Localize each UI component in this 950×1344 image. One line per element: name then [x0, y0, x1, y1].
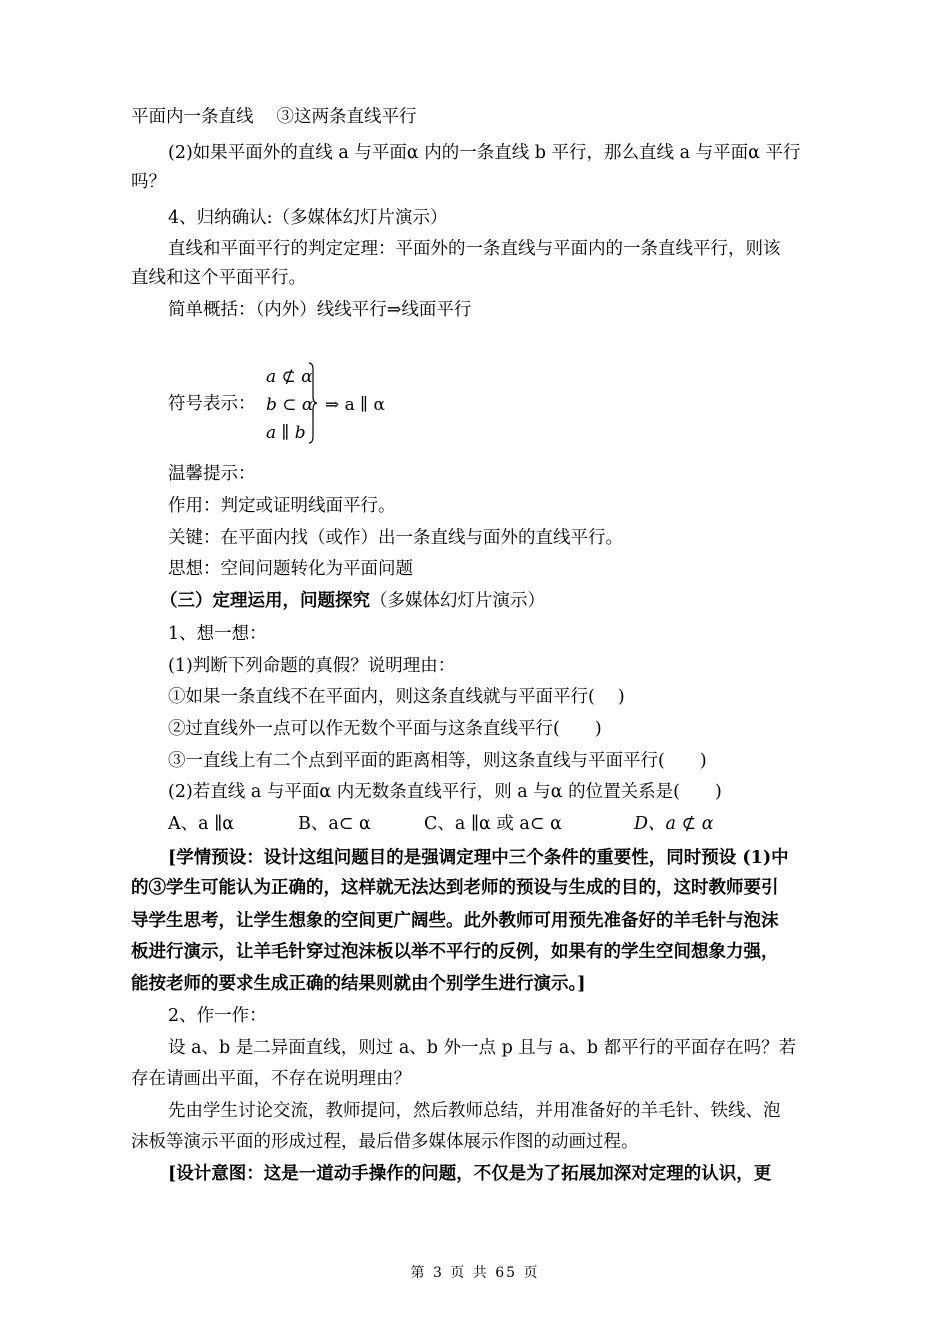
- option-a: A、a ∥α: [168, 814, 235, 834]
- option-c: C、a ∥α 或 a⊂ α: [424, 814, 562, 834]
- text-line: 直线和这个平面平行。: [131, 268, 306, 288]
- text-line: 关键：在平面内找（或作）出一条直线与面外的直线平行。: [168, 528, 623, 548]
- page-footer: 第 3 页 共 65 页: [410, 1265, 540, 1281]
- text-line: 温馨提示：: [168, 464, 256, 484]
- text-line: 先由学生讨论交流，教师提问，然后教师总结，并用准备好的羊毛针、铁线、泡: [168, 1101, 781, 1121]
- right-brace-icon: [308, 362, 318, 444]
- text-line: (2)若直线 a 与平面α 内无数条直线平行，则 a 与α 的位置关系是( ): [168, 782, 722, 802]
- design-note: 板进行演示，让羊毛针穿过泡沫板以举不平行的反例，如果有的学生空间想象力强，: [131, 942, 779, 962]
- text-line: ③一直线上有二个点到平面的距离相等，则这条直线与平面平行( ): [168, 751, 707, 771]
- text-line: 设 a、b 是二异面直线，则过 a、b 外一点 p 且与 a、b 都平行的平面存在吗？若: [168, 1038, 797, 1058]
- text-line: 简单概括：（内外）线线平行⇒线面平行: [168, 300, 472, 320]
- text-line: 4、归纳确认:（多媒体幻灯片演示）: [168, 208, 448, 228]
- section-heading-note: （多媒体幻灯片演示）: [370, 591, 545, 611]
- text-line: 直线和平面平行的判定定理：平面外的一条直线与平面内的一条直线平行，则该: [168, 239, 781, 259]
- section-heading: [160, 589, 545, 613]
- section-heading-bold: （三）定理运用，问题探究: [160, 591, 370, 611]
- text-line: 平面内一条直线 ③这两条直线平行: [131, 107, 417, 127]
- option-d: D、a ⊄ α: [634, 814, 714, 834]
- text-line: ②过直线外一点可以作无数个平面与这条直线平行( ): [168, 719, 602, 739]
- text-line: (1)判断下列命题的真假？说明理由：: [168, 656, 456, 676]
- symbol-label: 符号表示：: [168, 394, 256, 414]
- design-note: 的③学生可能认为正确的，这样就无法达到老师的预设与生成的目的，这时教师要引: [131, 878, 779, 898]
- design-note: [设计意图：这是一道动手操作的问题，不仅是为了拓展加深对定理的认识，更: [168, 1164, 772, 1184]
- design-note: 能按老师的要求生成正确的结果则就由个别学生进行演示。]: [131, 974, 586, 994]
- text-line: 作用：判定或证明线面平行。: [168, 496, 396, 516]
- conclusion: ⇒ a ∥ α: [325, 395, 385, 415]
- text-line: 沫板等演示平面的形成过程，最后借多媒体展示作图的动画过程。: [131, 1132, 639, 1152]
- text-line: (2)如果平面外的直线 a 与平面α 内的一条直线 b 平行，那么直线 a 与平面α 平行: [168, 143, 801, 163]
- design-note: [学情预设：设计这组问题目的是强调定理中三个条件的重要性，同时预设 (1)中: [168, 848, 789, 868]
- text-line: ①如果一条直线不在平面内，则这条直线就与平面平行( ): [168, 687, 625, 707]
- condition-1: a ⊄ α: [266, 367, 313, 387]
- text-line: 2、作一作：: [168, 1006, 267, 1026]
- condition-3: a ∥ b: [266, 423, 306, 443]
- condition-2: b ⊂ α: [266, 395, 314, 415]
- design-note: 导学生思考，让学生想象的空间更广阔些。此外教师可用预先准备好的羊毛针与泡沫: [131, 911, 779, 931]
- text-line: 1、想一想：: [168, 624, 267, 644]
- text-line: 存在请画出平面，不存在说明理由？: [131, 1069, 411, 1089]
- text-line: 吗？: [131, 172, 166, 192]
- text-line: 思想：空间问题转化为平面问题: [168, 559, 413, 579]
- option-b: B、a⊂ α: [298, 814, 371, 834]
